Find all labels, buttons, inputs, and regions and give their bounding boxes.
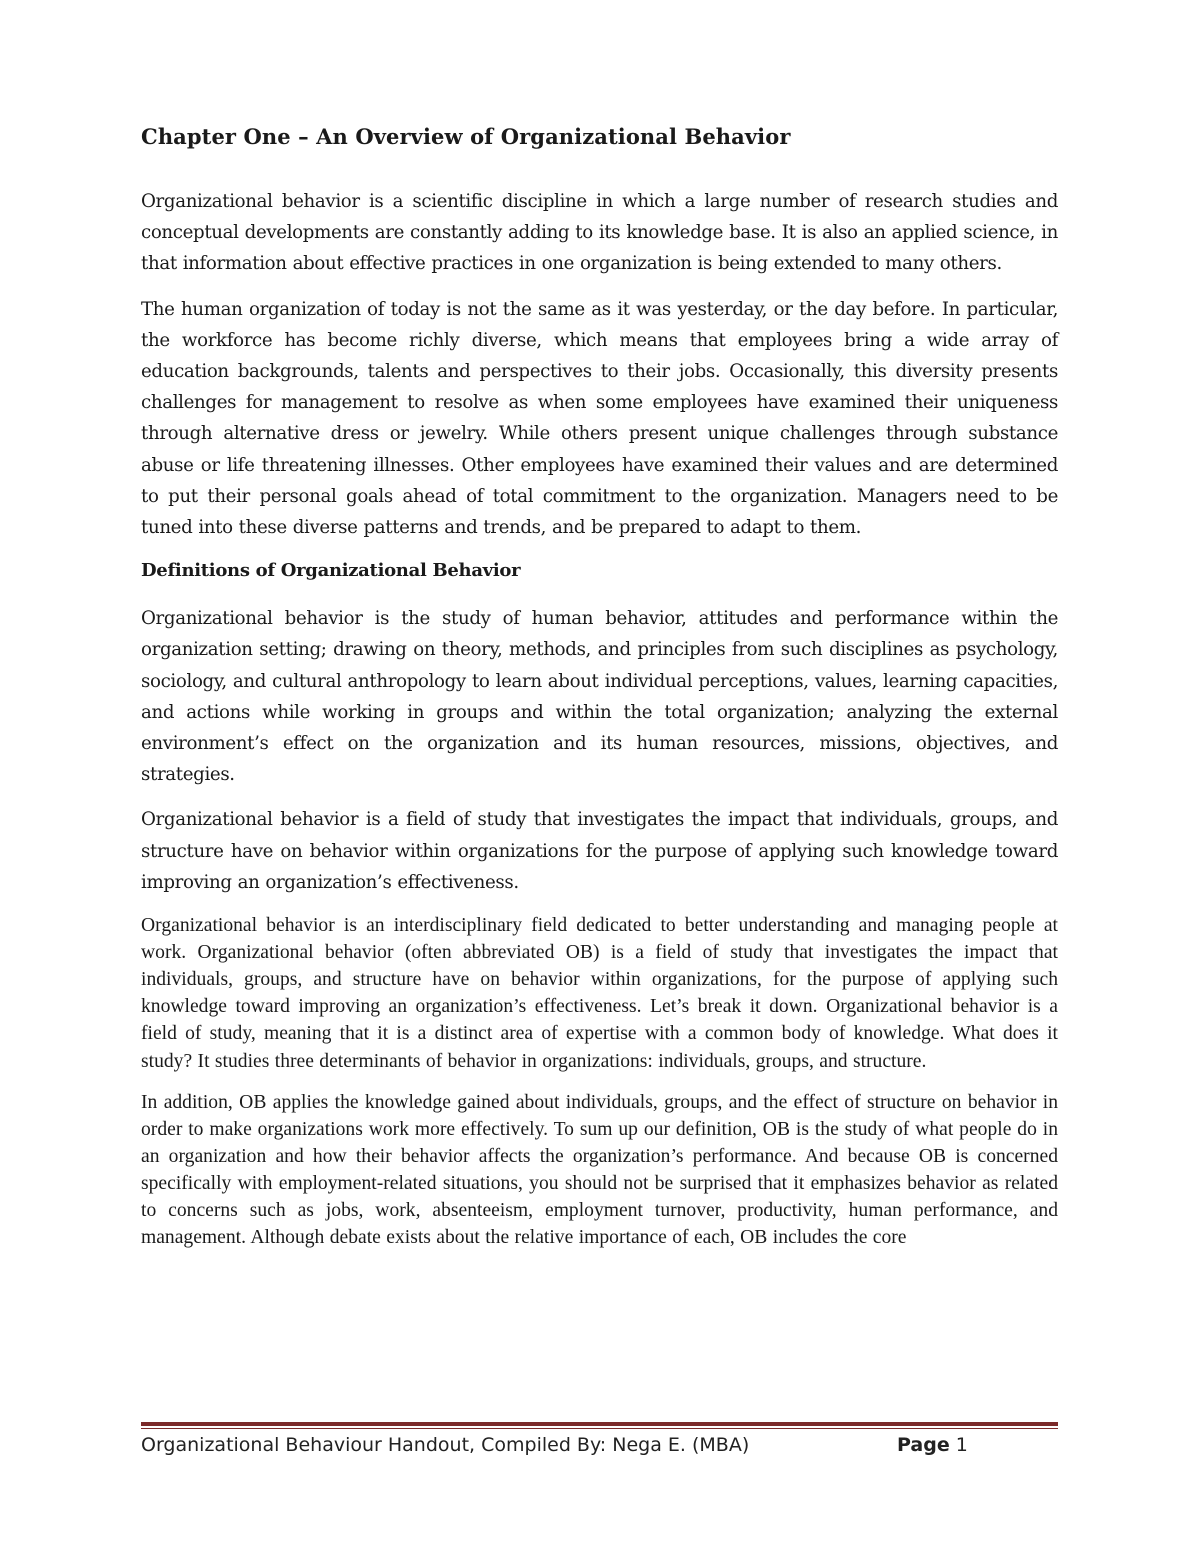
footer-page-indicator: [897, 1428, 968, 1462]
page-footer: [141, 1428, 1058, 1462]
footer-page-label: Page: [897, 1434, 950, 1456]
footer-page-number: 1: [955, 1434, 968, 1456]
document-body: [141, 122, 1058, 1265]
paragraph-definition-4: In addition, OB applies the knowledge gained about individuals, groups, and the effect of structure on behavior in order to make organizations work more effectively. To sum up our definition, OB is the study of what people do in an organization and how their behavior affects the organization’s performance. And because OB is concerned specifically with employment-related situations, you should not be surprised that it emphasizes behavior as related to concerns such as jobs, work, absenteeism, employment turnover, productivity, human performance, and management. Although debate exists about the relative importance of each, OB includes the core: [141, 1091, 1058, 1249]
paragraph-intro-2: The human organization of today is not the same as it was yesterday, or the day before. In particular, the workforce has become richly diverse, which means that employees bring a wide array of education backgrounds, talents and perspectives to their jobs. Occasionally, this diversity presents challenges for management to resolve as when some employees have examined their uniqueness through alternative dress or jewelry. While others present unique challenges through substance abuse or life threatening illnesses. Other employees have examined their values and are determined to put their personal goals ahead of total commitment to the organization. Managers need to be tuned into these diverse patterns and trends, and be prepared to adapt to them.: [141, 298, 1058, 539]
section-heading-definitions: Definitions of Organizational Behavior: [141, 560, 521, 582]
paragraph-definition-2: Organizational behavior is a field of study that investigates the impact that individuals, groups, and structure have on behavior within organizations for the purpose of applying such knowledge toward improving an organization’s effectiveness.: [141, 809, 1058, 893]
footer-handout-text: Organizational Behaviour Handout, Compiled By: Nega E. (MBA): [141, 1434, 750, 1456]
paragraph-definition-3: Organizational behavior is an interdisciplinary field dedicated to better understanding and managing people at work. Organizational behavior (often abbreviated OB) is a field of study that investigates the impact that individuals, groups, and structure have on behavior within organizations, for the purpose of applying such knowledge toward improving an organization’s effectiveness. Let’s break it down. Organizational behavior is a field of study, meaning that it is a distinct area of expertise with a common body of knowledge. What does it study? It studies three determinants of behavior in organizations: individuals, groups, and structure.: [141, 915, 1058, 1072]
paragraph-intro-1: Organizational behavior is a scientific discipline in which a large number of research studies and conceptual developments are constantly adding to its knowledge base. It is also an applied science, in that information about effective practices in one organization is being extended to many others.: [141, 191, 1058, 275]
paragraph-definition-1: Organizational behavior is the study of human behavior, attitudes and performance within the organization setting; drawing on theory, methods, and principles from such disciplines as psychology, sociology, and cultural anthropology to learn about individual perceptions, values, learning capacities, and actions while working in groups and within the total organization; analyzing the external environment’s effect on the organization and its human resources, missions, objectives, and strategies.: [141, 608, 1058, 786]
chapter-title: Chapter One – An Overview of Organizational Behavior: [141, 124, 791, 149]
